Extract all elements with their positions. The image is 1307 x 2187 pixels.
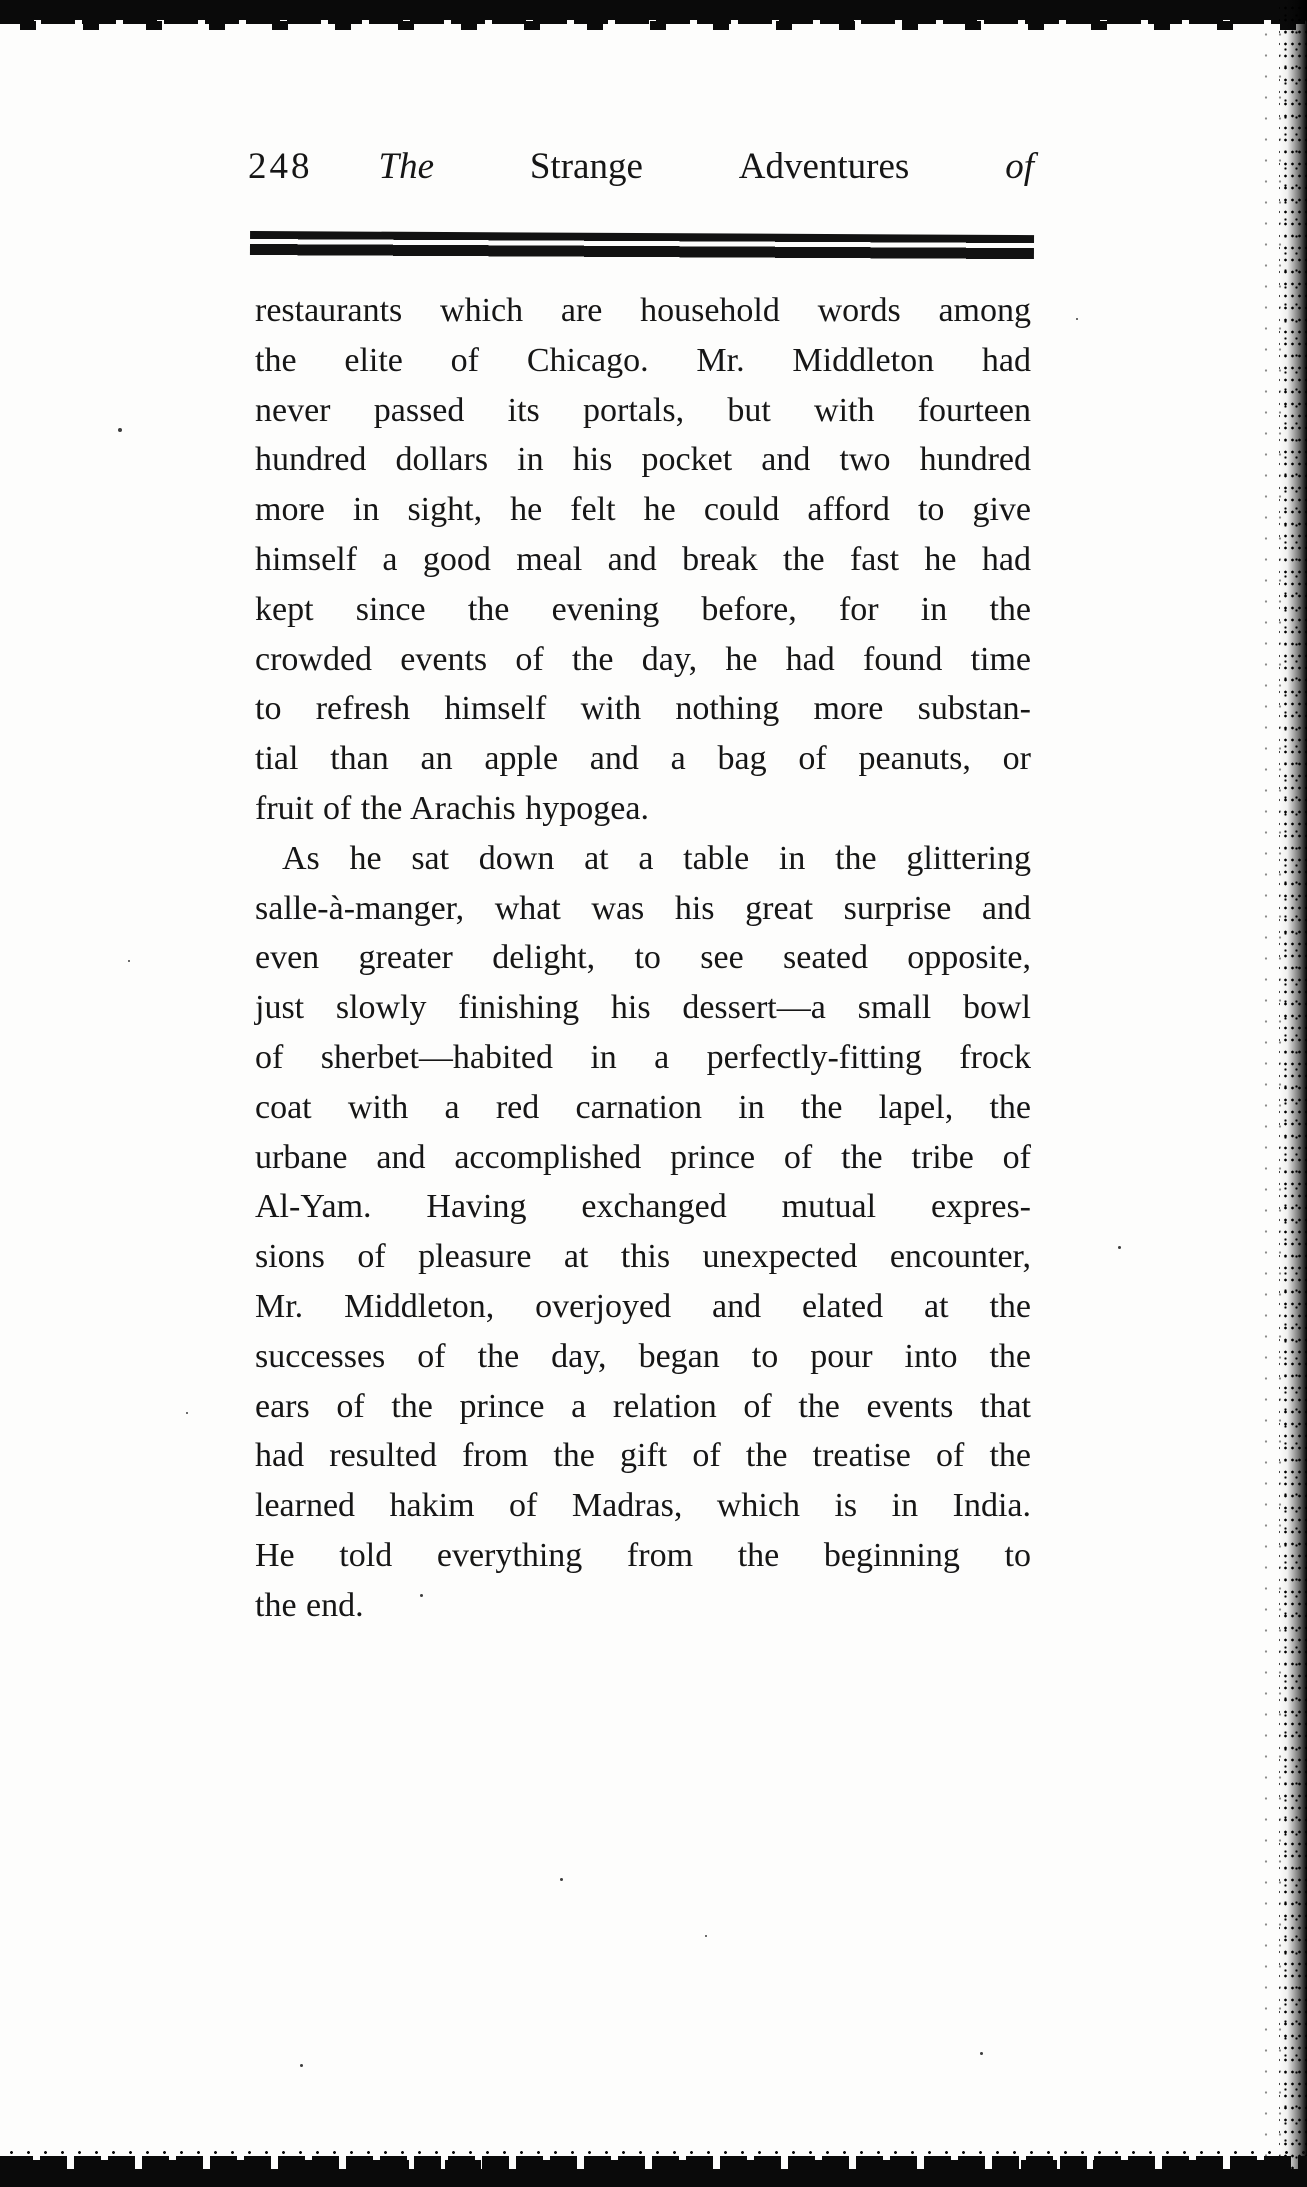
text-line: coat with a red carnation in the lapel, the [255,1088,1031,1126]
text-line: the elite of Chicago. Mr. Middleton had [255,341,1031,379]
scan-edge-top [0,0,1307,20]
text-line: As he sat down at a table in the glittering [282,839,1031,877]
scan-edge-bottom [0,2169,1307,2187]
paper-speckle [128,960,130,962]
text-line: more in sight, he felt he could afford to give [255,491,1031,529]
running-title-word: The [378,146,434,187]
paper-speckle [1076,318,1078,320]
text-line: kept since the evening before, for in the [255,590,1031,628]
body-text [255,286,1031,1631]
text-line: salle-à-manger, what was his great surprise and [255,889,1031,927]
paper-speckle [560,1878,563,1881]
text-line: tial than an apple and a bag of peanuts, or [255,740,1031,778]
text-line: himself a good meal and break the fast he had [255,540,1031,578]
paper-speckle [705,1935,707,1937]
text-line: sions of pleasure at this unexpected encounter, [255,1238,1031,1276]
text-line: just slowly finishing his dessert—a small bowl [255,989,1031,1027]
paper-speckle [420,1594,423,1597]
page-header [248,145,1034,188]
text-line: even greater delight, to see seated opposite, [255,939,1031,977]
paper-speckle [300,2064,303,2067]
running-title-word: Adventures [738,146,910,187]
header-rule [250,231,1034,260]
text-line: had resulted from the gift of the treatise of the [255,1437,1031,1475]
paper-speckle [186,1412,188,1414]
text-line: urbane and accomplished prince of the tribe of [255,1138,1031,1176]
text-line: successes of the day, began to pour into the [255,1337,1031,1375]
paper-speckle [980,2052,983,2055]
text-line: learned hakim of Madras, which is in India. [255,1487,1031,1525]
text-line: crowded events of the day, he had found time [255,640,1031,678]
running-title [379,145,1035,188]
running-title-word: of [1005,146,1034,187]
paper-speckle [118,428,122,432]
text-line: of sherbet—habited in a perfectly-fitting frock [255,1038,1031,1076]
text-line: hundred dollars in his pocket and two hundred [255,441,1031,479]
text-line: never passed its portals, but with fourteen [255,391,1031,429]
text-line: Mr. Middleton, overjoyed and elated at the [255,1287,1031,1325]
text-line: Al-Yam. Having exchanged mutual expres- [255,1188,1031,1226]
text-line: the end. [255,1586,364,1624]
text-line: restaurants which are household words among [255,292,1031,329]
text-line: to refresh himself with nothing more substan- [255,690,1031,728]
text-line: He told everything from the beginning to [255,1536,1031,1574]
running-title-word: Strange [529,146,643,187]
page-number: 248 [248,146,313,187]
paper-speckle [1118,1246,1121,1249]
text-line: ears of the prince a relation of the events that [255,1387,1031,1425]
scan-edge-right [1279,0,1307,2187]
text-line: fruit of the Arachis hypogea. [255,789,649,827]
